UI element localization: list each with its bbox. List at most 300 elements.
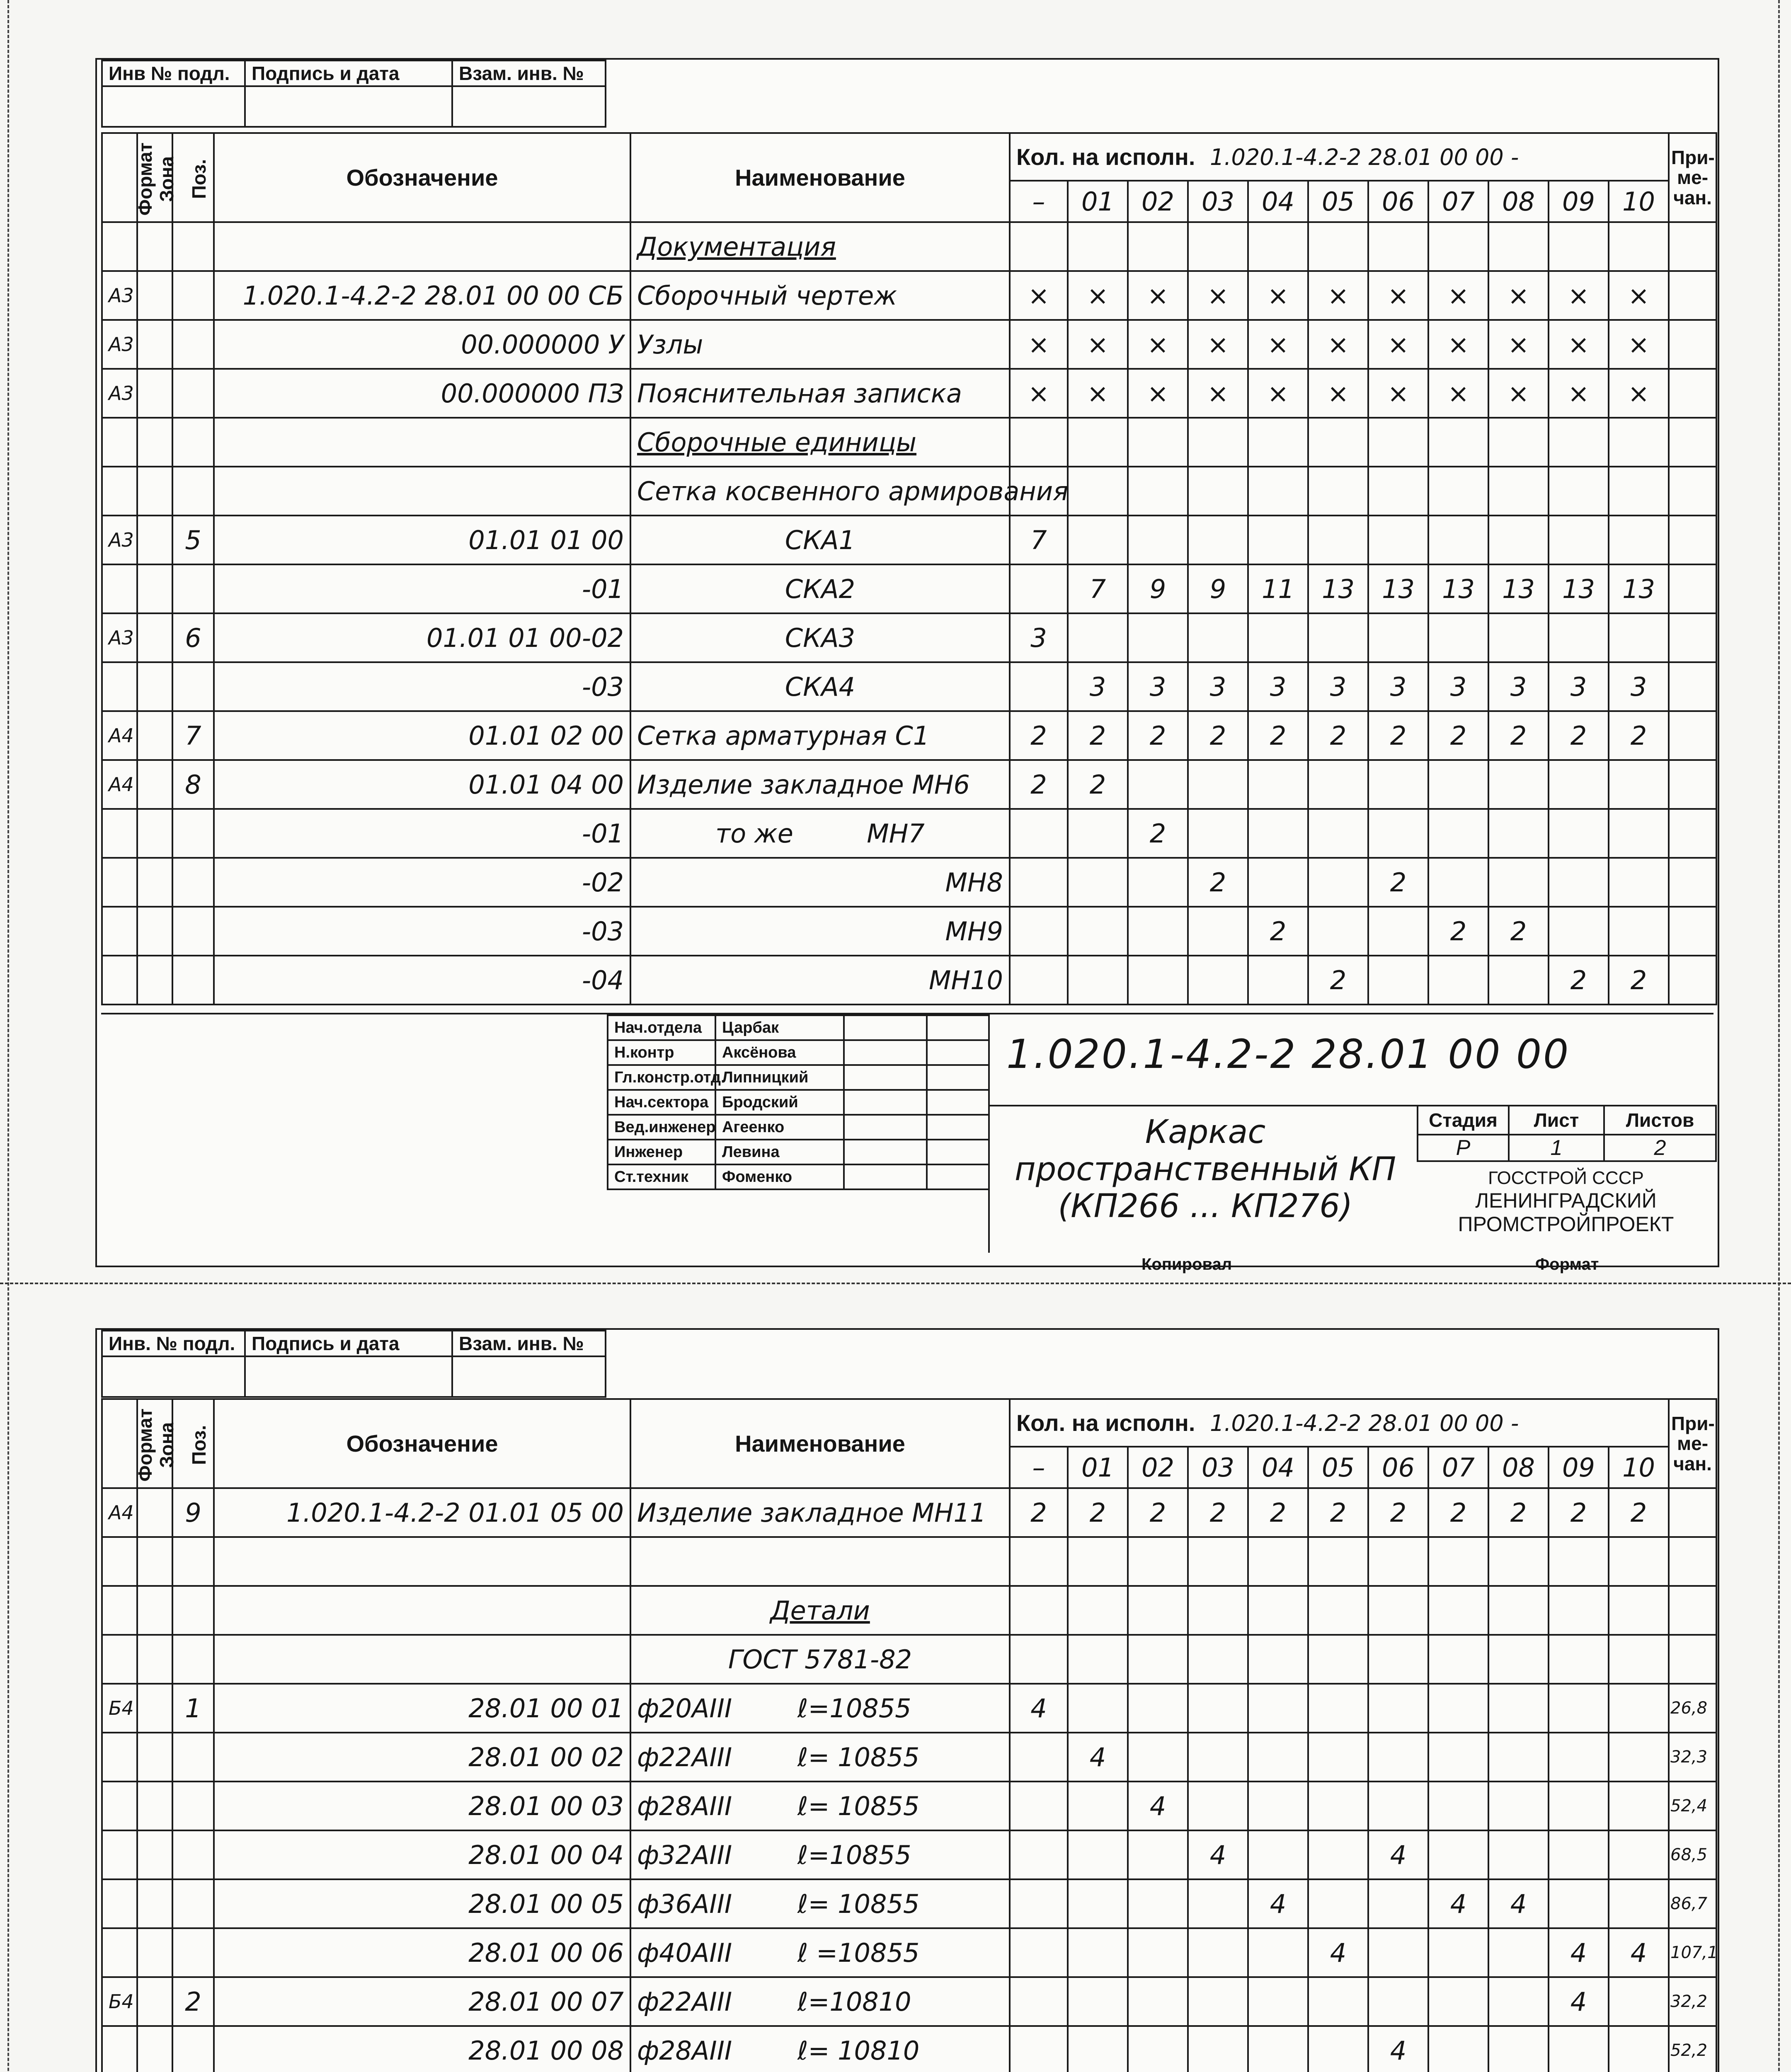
- qty-cell: [1308, 1635, 1368, 1684]
- format-cell: [102, 858, 137, 907]
- qty-cell: [1549, 1635, 1609, 1684]
- qty-cell: [1368, 1879, 1428, 1928]
- qty-cell: [1488, 418, 1549, 467]
- qty-cell: 2: [1308, 1488, 1368, 1537]
- designation-cell: [214, 467, 630, 516]
- header-name: Наименование: [630, 133, 1010, 222]
- note-cell: 68,5: [1669, 1830, 1716, 1879]
- qty-cell: [1068, 1928, 1128, 1977]
- qty-cell: 3: [1368, 662, 1428, 711]
- qty-cell: [1308, 1586, 1368, 1635]
- qty-cell: [1068, 222, 1128, 271]
- qty-cell: [1428, 222, 1488, 271]
- name-cell: Изделие закладное МН11: [630, 1488, 1010, 1537]
- note-cell: 32,2: [1669, 1977, 1716, 2026]
- designation-cell: [214, 222, 630, 271]
- qty-cell: 4: [1368, 2026, 1428, 2072]
- variant-header: 04: [1248, 181, 1308, 222]
- qty-cell: [1368, 907, 1428, 956]
- qty-cell: ×: [1308, 320, 1368, 369]
- role-label: Гл.констр.отд.: [608, 1065, 715, 1090]
- note-cell: [1669, 369, 1716, 418]
- qty-cell: 2: [1188, 711, 1248, 760]
- qty-cell: [1248, 1635, 1308, 1684]
- pos-cell: 8: [172, 760, 214, 809]
- format-cell: А3: [102, 516, 137, 564]
- qty-cell: [1428, 858, 1488, 907]
- qty-cell: [1010, 564, 1068, 613]
- qty-cell: [1549, 2026, 1609, 2072]
- qty-cell: [1128, 613, 1188, 662]
- qty-cell: [1248, 1684, 1308, 1733]
- note-cell: [1669, 858, 1716, 907]
- qty-cell: [1549, 613, 1609, 662]
- vzam-label: Взам. инв. №: [452, 1331, 606, 1356]
- qty-cell: [1010, 858, 1068, 907]
- zone-cell: [137, 1879, 172, 1928]
- qty-cell: 7: [1010, 516, 1068, 564]
- signature-cell: [844, 1040, 927, 1065]
- qty-cell: 2: [1428, 907, 1488, 956]
- zone-cell: [137, 467, 172, 516]
- table-row: [102, 467, 1716, 516]
- qty-cell: [1488, 222, 1549, 271]
- qty-cell: [1549, 467, 1609, 516]
- qty-cell: [1068, 613, 1128, 662]
- role-label: Инженер: [608, 1140, 715, 1164]
- pos-cell: 1: [172, 1684, 214, 1733]
- qty-cell: ×: [1010, 271, 1068, 320]
- qty-cell: [1368, 516, 1428, 564]
- note-cell: 52,4: [1669, 1782, 1716, 1830]
- qty-cell: [1188, 809, 1248, 858]
- pos-cell: [172, 564, 214, 613]
- qty-cell: 7: [1068, 564, 1128, 613]
- signature-row: [608, 1115, 989, 1140]
- qty-cell: [1609, 222, 1669, 271]
- qty-cell: [1609, 1879, 1669, 1928]
- qty-cell: [1549, 858, 1609, 907]
- qty-cell: [1428, 1586, 1488, 1635]
- table-row: [102, 760, 1716, 809]
- qty-cell: [1188, 760, 1248, 809]
- qty-cell: [1609, 858, 1669, 907]
- qty-cell: [1068, 1684, 1128, 1733]
- qty-cell: [1128, 467, 1188, 516]
- pos-cell: [172, 369, 214, 418]
- qty-cell: [1188, 1586, 1248, 1635]
- qty-cell: [1308, 760, 1368, 809]
- qty-cell: 2: [1308, 711, 1368, 760]
- qty-cell: [1428, 467, 1488, 516]
- qty-cell: [1188, 516, 1248, 564]
- qty-cell: [1308, 467, 1368, 516]
- variant-header: 01: [1068, 181, 1128, 222]
- qty-cell: [1549, 222, 1609, 271]
- note-cell: [1669, 760, 1716, 809]
- qty-cell: [1128, 1635, 1188, 1684]
- note-cell: 52,2: [1669, 2026, 1716, 2072]
- bottom-spec-body: [102, 1488, 1716, 2072]
- name-cell: ф28АIII ℓ= 10855: [630, 1782, 1010, 1830]
- table-row: [102, 1586, 1716, 1635]
- qty-cell: [1368, 1928, 1428, 1977]
- person-name: Левина: [715, 1140, 844, 1164]
- zone-cell: [137, 320, 172, 369]
- qty-cell: ×: [1128, 271, 1188, 320]
- format-cell: [102, 809, 137, 858]
- qty-cell: [1248, 809, 1308, 858]
- qty-cell: ×: [1068, 320, 1128, 369]
- qty-cell: [1010, 1733, 1068, 1782]
- qty-cell: [1248, 1928, 1308, 1977]
- table-row: [102, 1782, 1716, 1830]
- signature-row: [608, 1090, 989, 1115]
- table-row: [102, 613, 1716, 662]
- qty-cell: [1248, 1977, 1308, 2026]
- qty-cell: [1488, 760, 1549, 809]
- name-cell: ф40АIII ℓ =10855: [630, 1928, 1010, 1977]
- qty-cell: [1609, 1586, 1669, 1635]
- qty-cell: [1549, 418, 1609, 467]
- table-row: [102, 222, 1716, 271]
- qty-cell: [1488, 1830, 1549, 1879]
- qty-cell: [1128, 222, 1188, 271]
- qty-cell: [1609, 1537, 1669, 1586]
- designation-cell: -02: [214, 858, 630, 907]
- variant-header: 05: [1308, 181, 1368, 222]
- qty-cell: [1010, 1928, 1068, 1977]
- header-pos: Поз.: [172, 133, 214, 222]
- qty-cell: 2: [1068, 711, 1128, 760]
- designation-cell: 28.01 00 05: [214, 1879, 630, 1928]
- note-cell: 26,8: [1669, 1684, 1716, 1733]
- qty-cell: 4: [1248, 1879, 1308, 1928]
- qty-cell: ×: [1248, 369, 1308, 418]
- qty-cell: 11: [1248, 564, 1308, 613]
- qty-cell: [1068, 907, 1128, 956]
- note-cell: [1669, 1586, 1716, 1635]
- format-cell: [102, 956, 137, 1005]
- name-cell: СКА4: [630, 662, 1010, 711]
- qty-cell: [1188, 467, 1248, 516]
- variant-header: 01: [1068, 1447, 1128, 1488]
- qty-cell: [1128, 1733, 1188, 1782]
- qty-cell: 2: [1248, 907, 1308, 956]
- qty-cell: ×: [1609, 320, 1669, 369]
- table-row: [102, 1488, 1716, 1537]
- qty-cell: [1128, 760, 1188, 809]
- qty-cell: [1308, 907, 1368, 956]
- designation-cell: 1.020.1-4.2-2 28.01 00 00 СБ: [214, 271, 630, 320]
- variant-header: 06: [1368, 1447, 1428, 1488]
- top-format-label: Формат: [1535, 1255, 1599, 1273]
- pos-cell: [172, 907, 214, 956]
- role-label: Нач.отдела: [608, 1015, 715, 1040]
- note-cell: [1669, 320, 1716, 369]
- date-cell: [927, 1140, 989, 1164]
- qty-cell: 2: [1188, 858, 1248, 907]
- qty-cell: [1428, 418, 1488, 467]
- qty-cell: ×: [1128, 320, 1188, 369]
- qty-cell: [1128, 1586, 1188, 1635]
- qty-cell: [1308, 809, 1368, 858]
- qty-cell: [1068, 1977, 1128, 2026]
- name-cell: Сборочные единицы: [630, 418, 1010, 467]
- name-cell: [630, 1537, 1010, 1586]
- date-cell: [927, 1164, 989, 1189]
- zone-cell: [137, 662, 172, 711]
- qty-cell: [1188, 1537, 1248, 1586]
- qty-cell: 4: [1549, 1977, 1609, 2026]
- format-cell: [102, 2026, 137, 2072]
- pos-cell: [172, 858, 214, 907]
- pos-cell: 5: [172, 516, 214, 564]
- qty-cell: [1010, 1977, 1068, 2026]
- designation-cell: 28.01 00 07: [214, 1977, 630, 2026]
- qty-cell: 2: [1128, 1488, 1188, 1537]
- qty-cell: 3: [1010, 613, 1068, 662]
- pos-cell: 7: [172, 711, 214, 760]
- table-row: [102, 907, 1716, 956]
- qty-cell: [1068, 956, 1128, 1005]
- format-cell: А3: [102, 271, 137, 320]
- qty-cell: [1010, 1537, 1068, 1586]
- designation-cell: -01: [214, 809, 630, 858]
- table-row: [102, 1830, 1716, 1879]
- qty-cell: [1488, 1782, 1549, 1830]
- header-qty-code: 1.020.1-4.2-2 28.01 00 00 -: [1209, 1410, 1519, 1436]
- designation-cell: 1.020.1-4.2-2 01.01 05 00: [214, 1488, 630, 1537]
- designation-cell: 28.01 00 02: [214, 1733, 630, 1782]
- qty-cell: ×: [1188, 320, 1248, 369]
- qty-cell: [1549, 760, 1609, 809]
- qty-cell: [1068, 809, 1128, 858]
- variant-header: 06: [1368, 181, 1428, 222]
- table-row: [102, 1537, 1716, 1586]
- qty-cell: [1128, 516, 1188, 564]
- qty-cell: 3: [1188, 662, 1248, 711]
- qty-cell: [1128, 1684, 1188, 1733]
- document-name: Каркас пространственный КП (КП266 ... КП276): [1014, 1113, 1396, 1225]
- zone-cell: [137, 956, 172, 1005]
- qty-cell: [1010, 418, 1068, 467]
- qty-cell: [1428, 1830, 1488, 1879]
- header-name: Наименование: [630, 1399, 1010, 1488]
- qty-cell: 4: [1428, 1879, 1488, 1928]
- qty-cell: [1428, 1684, 1488, 1733]
- qty-cell: [1488, 1586, 1549, 1635]
- pos-cell: [172, 809, 214, 858]
- qty-cell: ×: [1488, 271, 1549, 320]
- format-cell: [102, 662, 137, 711]
- name-cell: СКА2: [630, 564, 1010, 613]
- designation-cell: [214, 1635, 630, 1684]
- table-row: [102, 662, 1716, 711]
- qty-cell: [1308, 418, 1368, 467]
- qty-cell: [1068, 2026, 1128, 2072]
- qty-cell: [1609, 1830, 1669, 1879]
- qty-cell: ×: [1068, 271, 1128, 320]
- qty-cell: 3: [1068, 662, 1128, 711]
- qty-cell: [1488, 1537, 1549, 1586]
- qty-cell: 2: [1010, 1488, 1068, 1537]
- qty-cell: 2: [1188, 1488, 1248, 1537]
- qty-cell: [1549, 907, 1609, 956]
- role-label: Вед.инженер: [608, 1115, 715, 1140]
- zone-cell: [137, 1586, 172, 1635]
- role-label: Ст.техник: [608, 1164, 715, 1189]
- note-cell: [1669, 613, 1716, 662]
- person-name: Аксёнова: [715, 1040, 844, 1065]
- qty-cell: [1128, 2026, 1188, 2072]
- variant-header: 04: [1248, 1447, 1308, 1488]
- qty-cell: [1188, 907, 1248, 956]
- qty-cell: ×: [1308, 369, 1368, 418]
- format-cell: [102, 564, 137, 613]
- qty-cell: [1428, 2026, 1488, 2072]
- signature-table: [607, 1014, 990, 1190]
- qty-cell: [1609, 1635, 1669, 1684]
- qty-cell: [1068, 516, 1128, 564]
- format-cell: А3: [102, 369, 137, 418]
- qty-cell: ×: [1188, 271, 1248, 320]
- qty-cell: ×: [1488, 320, 1549, 369]
- header-designation: Обозначение: [214, 1399, 630, 1488]
- qty-cell: [1488, 1928, 1549, 1977]
- zone-cell: [137, 1928, 172, 1977]
- title-right-frame: [988, 1014, 1715, 1253]
- qty-cell: ×: [1068, 369, 1128, 418]
- qty-cell: 2: [1068, 760, 1128, 809]
- qty-cell: ×: [1010, 320, 1068, 369]
- qty-cell: [1188, 2026, 1248, 2072]
- date-cell: [927, 1065, 989, 1090]
- qty-cell: [1248, 613, 1308, 662]
- qty-cell: [1488, 1977, 1549, 2026]
- qty-cell: [1368, 418, 1428, 467]
- qty-cell: [1248, 418, 1308, 467]
- note-cell: [1669, 662, 1716, 711]
- qty-cell: [1428, 516, 1488, 564]
- pos-cell: [172, 222, 214, 271]
- qty-cell: [1428, 613, 1488, 662]
- qty-cell: [1188, 1782, 1248, 1830]
- format-cell: А3: [102, 613, 137, 662]
- table-row: [102, 271, 1716, 320]
- qty-cell: [1188, 1635, 1248, 1684]
- person-name: Липницкий: [715, 1065, 844, 1090]
- qty-cell: [1488, 1684, 1549, 1733]
- qty-cell: 13: [1368, 564, 1428, 613]
- qty-cell: [1308, 1537, 1368, 1586]
- qty-cell: [1188, 418, 1248, 467]
- signature-cell: [844, 1090, 927, 1115]
- qty-cell: [1188, 1977, 1248, 2026]
- qty-cell: [1368, 760, 1428, 809]
- zone-cell: [137, 2026, 172, 2072]
- sign-label: Подпись и дата: [245, 61, 452, 86]
- zone-cell: [137, 271, 172, 320]
- qty-cell: [1188, 1684, 1248, 1733]
- qty-cell: [1068, 1830, 1128, 1879]
- name-cell: то же МН7: [630, 809, 1010, 858]
- table-row: [102, 1977, 1716, 2026]
- qty-cell: ×: [1010, 369, 1068, 418]
- note-cell: 86,7: [1669, 1879, 1716, 1928]
- qty-cell: [1549, 1537, 1609, 1586]
- note-cell: [1669, 222, 1716, 271]
- stage-label: Стадия: [1418, 1106, 1509, 1135]
- designation-cell: -03: [214, 907, 630, 956]
- qty-cell: 9: [1188, 564, 1248, 613]
- qty-cell: 2: [1428, 711, 1488, 760]
- variant-header: 02: [1128, 1447, 1188, 1488]
- qty-cell: [1010, 2026, 1068, 2072]
- qty-cell: ×: [1609, 271, 1669, 320]
- format-cell: [102, 1879, 137, 1928]
- qty-cell: [1428, 760, 1488, 809]
- qty-cell: [1549, 1879, 1609, 1928]
- date-cell: [927, 1115, 989, 1140]
- name-cell: Пояснительная записка: [630, 369, 1010, 418]
- qty-cell: [1428, 1977, 1488, 2026]
- note-cell: [1669, 809, 1716, 858]
- qty-cell: ×: [1368, 271, 1428, 320]
- zone-cell: [137, 222, 172, 271]
- qty-cell: [1368, 809, 1428, 858]
- qty-cell: 2: [1488, 711, 1549, 760]
- qty-cell: [1010, 1879, 1068, 1928]
- qty-cell: [1188, 222, 1248, 271]
- qty-cell: ×: [1549, 320, 1609, 369]
- format-cell: [102, 1782, 137, 1830]
- qty-cell: [1549, 1684, 1609, 1733]
- qty-cell: [1549, 1830, 1609, 1879]
- qty-cell: [1010, 809, 1068, 858]
- qty-cell: [1188, 956, 1248, 1005]
- zone-cell: [137, 418, 172, 467]
- format-cell: [102, 1733, 137, 1782]
- zone-cell: [137, 1684, 172, 1733]
- qty-cell: [1010, 1586, 1068, 1635]
- table-row: [102, 711, 1716, 760]
- note-cell: [1669, 467, 1716, 516]
- qty-cell: ×: [1128, 369, 1188, 418]
- designation-cell: 00.000000 ПЗ: [214, 369, 630, 418]
- designation-cell: 28.01 00 01: [214, 1684, 630, 1733]
- variant-header: 08: [1488, 181, 1549, 222]
- table-row: [102, 1684, 1716, 1733]
- format-cell: [102, 907, 137, 956]
- qty-cell: [1248, 2026, 1308, 2072]
- role-label: Нач.сектора: [608, 1090, 715, 1115]
- zone-cell: [137, 1635, 172, 1684]
- qty-cell: [1488, 613, 1549, 662]
- header-format: Формат: [102, 1399, 137, 1488]
- designation-cell: 01.01 02 00: [214, 711, 630, 760]
- pos-cell: [172, 271, 214, 320]
- qty-cell: ×: [1428, 369, 1488, 418]
- qty-cell: 4: [1128, 1782, 1188, 1830]
- pos-cell: [172, 662, 214, 711]
- qty-cell: [1248, 956, 1308, 1005]
- qty-cell: 4: [1488, 1879, 1549, 1928]
- variant-header: 03: [1188, 1447, 1248, 1488]
- qty-cell: [1308, 1830, 1368, 1879]
- qty-cell: [1308, 222, 1368, 271]
- qty-cell: [1428, 956, 1488, 1005]
